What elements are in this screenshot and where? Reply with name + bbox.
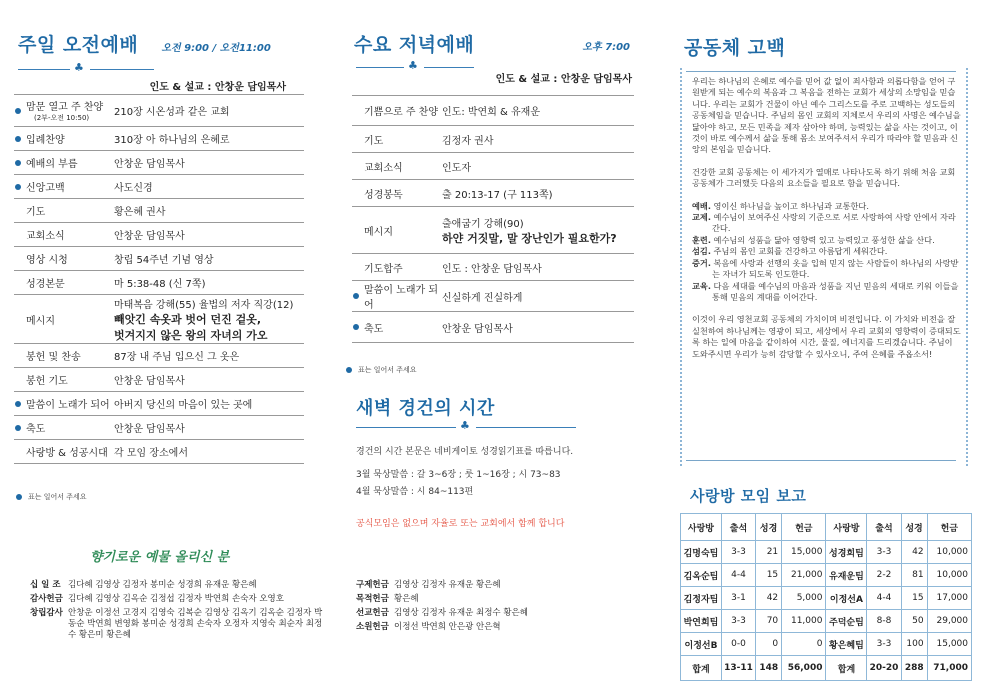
order-row: [352, 312, 634, 343]
table-cell: 5,000: [782, 587, 826, 610]
club-icon: ♣: [74, 61, 84, 74]
order-row: [14, 392, 304, 416]
order-row: [14, 127, 304, 151]
order-label: 말씀이 노래가 되어: [26, 400, 110, 411]
report-title: 사랑방 모임 보고: [690, 487, 807, 505]
order-value: 각 모임 장소에서: [114, 448, 188, 459]
table-row: [681, 656, 972, 681]
offering-names: 김다혜 김영상 김옥순 김정섭 김정자 박연희 손숙자 오영호: [68, 594, 284, 604]
ornament-divider: [18, 61, 158, 74]
confession-p2: 건강한 교회 공동체는 이 세가지가 열매로 나타나도록 하기 위해 처음 교회 공동체가 그러했듯 다음의 요소들을 필요로 함을 믿습니다.: [692, 166, 956, 189]
dawn-title: 새벽 경건의 시간: [356, 398, 495, 419]
confession-list-item: 교육. 다음 세대를 예수님의 마음과 성품을 지닌 믿음의 세대로 키워 이들을 통해 믿음의 계대를 이어간다.: [692, 280, 959, 302]
table-cell: 13-11: [721, 656, 755, 681]
report-header-row: [681, 514, 972, 541]
dawn-line2: 3월 묵상말씀 : 갈 3~6장 ; 룻 1~16장 ; 시 73~83: [356, 470, 561, 480]
offering-row: [356, 608, 636, 619]
table-cell: 0-0: [721, 633, 755, 656]
offerings-left: [30, 580, 330, 644]
confession-title: 공동체 고백: [684, 37, 786, 59]
order-label: 영상 시청: [26, 255, 68, 266]
table-cell: 71,000: [927, 656, 971, 681]
table-cell: 56,000: [782, 656, 826, 681]
order-label: 맘문 열고 주 찬양 (2부-오전 10:50): [14, 98, 114, 123]
offering-names: 안창운 이정선 고경지 김영숙 김복순 김영상 김옥기 김옥순 김정자 박동순 박연희 변영화 봉미순 성경희 손숙자 오정자 지영숙 최순자 최정수 황은미 황은혜: [68, 608, 323, 640]
table-cell: 10,000: [927, 564, 971, 587]
offering-names: 김영상 김정자 유재운 황은혜: [394, 580, 501, 590]
table-cell: 0: [782, 633, 826, 656]
order-row: [14, 344, 304, 368]
offering-type: 창립감사: [30, 608, 63, 618]
order-label: 메시지: [364, 226, 393, 238]
order-row: [352, 254, 634, 281]
table-cell: 21: [756, 541, 782, 564]
table-cell: 10,000: [927, 541, 971, 564]
confession-list-item: 증거. 복음에 사랑과 선행의 옷을 입혀 믿지 않는 사람들이 하나님의 사랑받는 자녀가 되도록 인도한다.: [692, 257, 959, 280]
order-value: 안창운 담임목사: [114, 231, 185, 242]
offering-type: 구제헌금: [356, 580, 389, 590]
order-row: [14, 247, 304, 271]
report-header-cell: 출석: [867, 514, 901, 541]
table-cell: 김옥순팀: [681, 564, 722, 587]
order-value: 출 20:13-17 (구 113쪽): [442, 189, 553, 201]
report-header-cell: 헌금: [927, 514, 971, 541]
offering-type: 감사헌금: [30, 594, 63, 604]
sunday-preacher: 인도 & 설교 : 안창운 담임목사: [149, 82, 286, 93]
offering-names: 김다혜 김영상 김정자 봉미순 성경희 유재운 황은혜: [68, 580, 257, 590]
table-cell: 17,000: [927, 587, 971, 610]
report-table: [680, 513, 972, 681]
dot-icon: [15, 184, 21, 190]
order-row: [352, 96, 634, 126]
offering-names: 이정선 박연희 안은광 안은혁: [394, 622, 501, 632]
order-value: 210장 시온성과 같은 교회: [114, 107, 230, 118]
order-row: [352, 126, 634, 153]
dot-icon: [15, 136, 21, 142]
table-row: [681, 564, 972, 587]
wednesday-preacher: 인도 & 설교 : 안창운 담임목사: [495, 74, 632, 85]
order-label: 봉헌 및 찬송: [26, 352, 81, 363]
dot-icon: [346, 367, 352, 373]
table-row: [681, 633, 972, 656]
order-row: [14, 368, 304, 392]
order-label: 입례찬양: [26, 135, 65, 146]
order-value: 창립 54주년 기념 영상: [114, 255, 214, 266]
order-value: 87장 내 주님 입으신 그 옷은: [114, 352, 240, 363]
offering-row: [30, 580, 330, 591]
frame-right-dots: [966, 68, 971, 466]
order-row: [14, 416, 304, 440]
offering-names: 김영상 김정자 유재운 최정수 황은혜: [394, 608, 528, 618]
order-label: 신앙고백: [26, 183, 65, 194]
club-icon: ♣: [408, 59, 418, 72]
dot-icon: [15, 160, 21, 166]
sunday-order-table: [14, 94, 304, 464]
dot-icon: [15, 401, 21, 407]
report-header-cell: 헌금: [782, 514, 826, 541]
offering-row: [30, 594, 330, 605]
table-cell: 3-1: [721, 587, 755, 610]
offerings-title: 향기로운 예물 올리신 분: [90, 550, 230, 565]
order-row: [14, 440, 304, 464]
table-cell: 148: [756, 656, 782, 681]
order-label: 기도: [364, 135, 384, 147]
confession-p3: 이것이 우리 영천교회 공동체의 가치이며 비전입니다. 이 가치와 비전을 잘 실천하여 하나님께는 영광이 되고, 세상에서 우리 교회의 영향력이 증대되도록 하는 일에 마음을 같이하여 시간, 물질, 에너지를 드리겠습니다. 주님이 도와주시면 우리가 능히 감당할 수 있사오니, 주여 은혜를 주옵소서!: [692, 314, 961, 359]
offering-names: 황은혜: [394, 594, 419, 604]
order-row: [14, 175, 304, 199]
order-value: 안창운 담임목사: [442, 323, 513, 335]
table-cell: 주덕순팀: [826, 610, 867, 633]
table-cell: 유재운팀: [826, 564, 867, 587]
wednesday-time: 오후 7:00: [582, 42, 630, 53]
confession-list-item: 섬김. 주님의 몸인 교회를 건강하고 아름답게 세워간다.: [692, 246, 888, 257]
order-value: 안창운 담임목사: [114, 159, 185, 170]
order-value: 마태복음 강해(55) 율법의 저자 직강(12) 빼앗긴 속옷과 벗어 던진 겉옷, 벗겨지지 않은 왕의 자녀의 가오: [114, 299, 294, 342]
order-row: [14, 199, 304, 223]
table-cell: 2-2: [867, 564, 901, 587]
order-value: 안창운 담임목사: [114, 376, 185, 387]
report-header-cell: 사랑방: [826, 514, 867, 541]
table-cell: 성경희팀: [826, 541, 867, 564]
order-row: [14, 223, 304, 247]
table-row: [681, 587, 972, 610]
order-row: [352, 180, 634, 207]
order-value: 안창운 담임목사: [114, 424, 185, 435]
table-cell: 81: [901, 564, 927, 587]
table-cell: 이정선A: [826, 587, 867, 610]
order-label: 예배의 부름: [26, 159, 78, 170]
table-cell: 288: [901, 656, 927, 681]
table-cell: 15,000: [782, 541, 826, 564]
table-cell: 3-3: [721, 610, 755, 633]
confession-list: [692, 201, 962, 304]
order-label: 봉헌 기도: [26, 376, 68, 387]
table-cell: 42: [901, 541, 927, 564]
report-header-cell: 성경: [756, 514, 782, 541]
confession-list-item: 교제. 예수님이 보여주신 사랑의 기준으로 서로 사랑하여 사랑 안에서 자라간다.: [692, 212, 956, 234]
confession-list-item: 예배. 영이신 하나님을 높이고 하나님과 교통한다.: [692, 200, 869, 211]
frame-left-dots: [680, 68, 685, 466]
wednesday-order-table: [352, 95, 634, 343]
sunday-note: 표는 일어서 주세요: [16, 492, 87, 502]
table-row: [681, 541, 972, 564]
order-label: 교회소식: [364, 162, 403, 174]
dot-icon: [353, 293, 359, 299]
table-cell: 15: [901, 587, 927, 610]
table-cell: 15: [756, 564, 782, 587]
confession-text: [692, 76, 962, 371]
confession-list-item: 훈련. 예수님의 성품을 닮아 영향력 있고 능력있고 풍성한 삶을 산다.: [692, 234, 935, 245]
offering-row: [356, 580, 636, 591]
sunday-title: 주일 오전예배: [18, 34, 139, 56]
table-cell: 15,000: [927, 633, 971, 656]
offering-type: 목적헌금: [356, 594, 389, 604]
table-cell: 4-4: [867, 587, 901, 610]
table-cell: 김명숙팀: [681, 541, 722, 564]
table-cell: 박연희팀: [681, 610, 722, 633]
order-row: [14, 271, 304, 295]
order-label: 메시지: [26, 315, 55, 327]
dawn-line1: 경건의 시간 본문은 네비게이토 성경읽기표를 따릅니다.: [356, 447, 574, 457]
order-row: [352, 207, 634, 254]
order-label: 교회소식: [26, 231, 65, 242]
offering-type: 선교헌금: [356, 608, 389, 618]
wednesday-title: 수요 저녁예배: [354, 34, 475, 56]
offering-row: [356, 594, 636, 605]
offering-row: [356, 622, 636, 633]
report-header-cell: 성경: [901, 514, 927, 541]
order-value: 인도자: [442, 162, 471, 174]
dot-icon: [15, 108, 21, 114]
table-cell: 3-3: [867, 633, 901, 656]
dot-icon: [353, 324, 359, 330]
order-row: [14, 95, 304, 127]
order-value: 인도: 박연희 & 유재운: [442, 107, 540, 118]
offerings-right: [356, 580, 636, 636]
dawn-line3: 4월 묵상말씀 : 시 84~113편: [356, 487, 474, 497]
dawn-notice: 공식모임은 없으며 자율로 또는 교회에서 함께 합니다: [356, 519, 565, 529]
order-value: 신실하게 진실하게: [442, 292, 523, 304]
table-cell: 11,000: [782, 610, 826, 633]
table-cell: 합계: [681, 656, 722, 681]
table-cell: 김정자팀: [681, 587, 722, 610]
table-cell: 42: [756, 587, 782, 610]
order-value: 김정자 권사: [442, 135, 494, 147]
sunday-time: 오전 9:00 / 오전11:00: [161, 43, 271, 54]
dot-icon: [16, 494, 22, 500]
club-icon: ♣: [460, 419, 470, 432]
dot-icon: [15, 425, 21, 431]
order-label: 축도: [364, 323, 384, 335]
order-row: [14, 295, 304, 344]
order-label: 축도: [26, 424, 46, 435]
order-label: 기도합주: [364, 263, 403, 275]
table-cell: 20-20: [867, 656, 901, 681]
confession-p1: 우리는 하나님의 은혜로 예수를 믿어 값 없이 죄사함과 의롭다함을 얻어 구원받게 되는 예수의 복음과 그 복음을 전하는 교회가 세상의 소망임을 믿습니다. 우리는 교회가 건물이 아닌 예수 그리스도를 주로 고백하는 성도들의 공동체임을 믿습니다. 주님의 몸인 교회의 지체로서 우리의 사명은 예수님을 닮아야 하고, 모든 민족을 제자 삼아야 하며, 능력있는 삶을 사는 것이고, 이것이 바로 예수께서 삶을 통해 몸소 보여주셔서 우리가 따라야 할 믿음과 신앙의 본임을 믿습니다.: [692, 76, 961, 155]
order-value: 황은혜 권사: [114, 207, 166, 218]
order-label: 성경본문: [26, 279, 65, 290]
order-label: 기도: [26, 207, 46, 218]
order-value: 출애굽기 강해(90) 하얀 거짓말, 말 장난인가 필요한가?: [442, 218, 617, 245]
table-cell: 8-8: [867, 610, 901, 633]
offering-type: 십 일 조: [30, 580, 61, 590]
order-value: 인도 : 안창운 담임목사: [442, 263, 542, 275]
frame-bottom-line: [686, 460, 956, 461]
table-cell: 3-3: [721, 541, 755, 564]
table-cell: 4-4: [721, 564, 755, 587]
table-cell: 50: [901, 610, 927, 633]
order-label: 기쁨으로 주 찬양: [364, 107, 438, 118]
table-cell: 3-3: [867, 541, 901, 564]
order-row: [14, 151, 304, 175]
table-cell: 합계: [826, 656, 867, 681]
table-cell: 70: [756, 610, 782, 633]
table-cell: 21,000: [782, 564, 826, 587]
order-value: 마 5:38-48 (신 7쪽): [114, 279, 206, 290]
table-cell: 0: [756, 633, 782, 656]
table-cell: 이정선B: [681, 633, 722, 656]
order-value: 사도신경: [114, 183, 153, 194]
ornament-divider: [356, 419, 578, 432]
wednesday-note: 표는 일어서 주세요: [346, 365, 417, 375]
order-row: [352, 153, 634, 180]
offering-type: 소원헌금: [356, 622, 389, 632]
order-label: 사랑방 & 성공시대: [26, 448, 108, 459]
order-label: 성경봉독: [364, 189, 403, 201]
table-row: [681, 610, 972, 633]
table-cell: 황은혜팀: [826, 633, 867, 656]
order-label: 말씀이 노래가 되어: [364, 285, 438, 311]
frame-top-line: [686, 71, 956, 72]
report-header-cell: 사랑방: [681, 514, 722, 541]
report-header-cell: 출석: [721, 514, 755, 541]
order-value: 310장 아 하나님의 은혜로: [114, 135, 230, 146]
order-row: [352, 281, 634, 312]
order-value: 아버지 당신의 마음이 있는 곳에: [114, 400, 253, 411]
table-cell: 29,000: [927, 610, 971, 633]
offering-row: [30, 608, 330, 641]
order-sublabel: (2부-오전 10:50): [34, 114, 90, 122]
table-cell: 100: [901, 633, 927, 656]
